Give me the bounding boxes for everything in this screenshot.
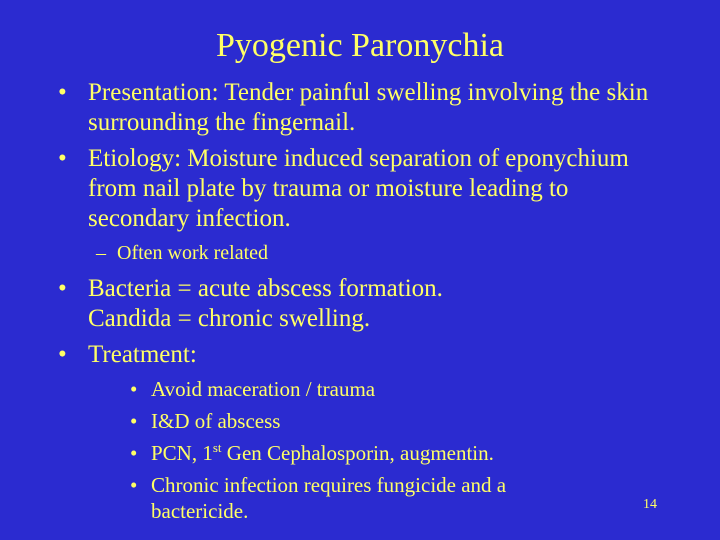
treatment-text <box>151 440 570 466</box>
treatment-marker: • <box>130 473 138 497</box>
sub-bullet-marker: – <box>96 242 106 264</box>
bullet-marker: • <box>58 79 67 106</box>
treatment-text-post: Gen Cephalosporin, augmentin. <box>221 441 494 465</box>
treatment-item-chronic-infection <box>130 472 550 524</box>
treatment-item-antibiotics <box>130 440 570 466</box>
bullet-marker: • <box>58 145 67 172</box>
treatment-text: Chronic infection requires fungicide and a bactericide. <box>151 473 507 523</box>
sub-bullet-work-related <box>96 241 268 265</box>
page-number: 14 <box>643 497 657 512</box>
treatment-marker: • <box>130 441 138 465</box>
bullet-marker: • <box>58 275 67 302</box>
treatment-text: I&D of abscess <box>151 409 281 433</box>
bullet-text: Treatment: <box>88 341 197 368</box>
treatment-marker: • <box>130 377 138 401</box>
treatment-text: Avoid maceration / trauma <box>151 377 376 401</box>
treatment-item-avoid-maceration <box>130 376 570 402</box>
bullet-bacteria <box>58 274 498 334</box>
treatment-text-pre: PCN, 1 <box>151 441 213 465</box>
bullet-presentation <box>58 78 678 138</box>
treatment-marker: • <box>130 409 138 433</box>
treatment-item-incision-drainage <box>130 408 570 434</box>
bullet-text: Bacteria = acute abscess formation. Candida = chronic swelling. <box>88 275 443 332</box>
bullet-marker: • <box>58 341 67 368</box>
slide-title: Pyogenic Paronychia <box>216 27 504 64</box>
bullet-treatment <box>58 340 678 370</box>
ordinal-superscript: st <box>212 440 222 455</box>
bullet-etiology <box>58 144 658 234</box>
bullet-text: Presentation: Tender painful swelling involving the skin surrounding the fingernail. <box>88 79 649 136</box>
bullet-text: Etiology: Moisture induced separation of eponychium from nail plate by trauma or moisture leading to secondary infection. <box>88 145 629 232</box>
sub-bullet-text: Often work related <box>117 242 269 264</box>
